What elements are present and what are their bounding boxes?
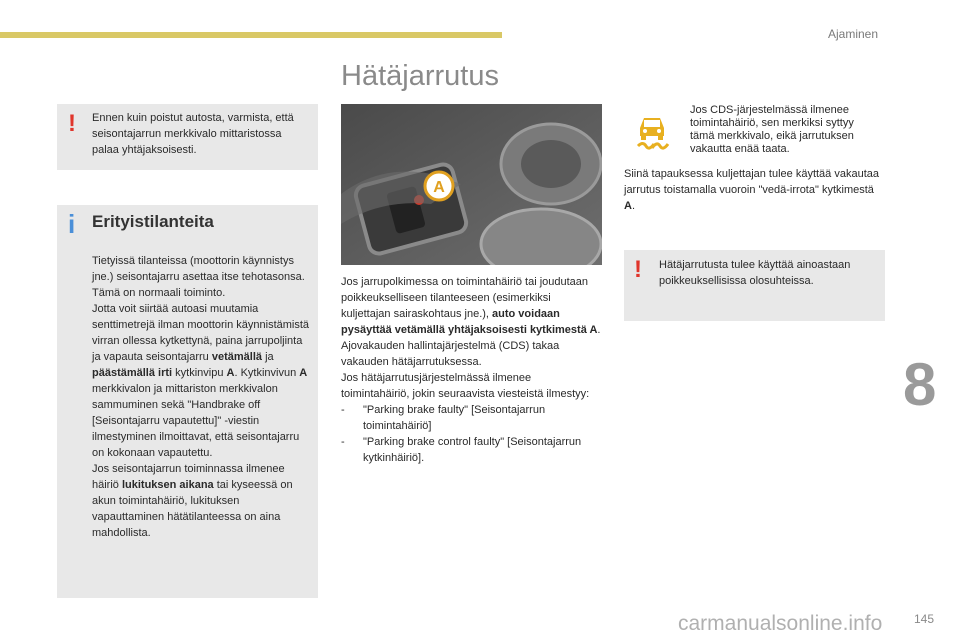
middle-paragraph-2: Ajovakauden hallintajärjestelmä (CDS) takaa vakauden hätäjarrutuksessa. [341, 340, 560, 368]
info-icon: i [68, 209, 76, 239]
info-paragraph-2: Jotta voit siirtää autoasi muutamia senttimetrejä ilman moottorin käynnistämistä virran ollessa kytkettynä, paina jarrupoljinta ja vapauta seisontajarru vetämällä ja päästämällä irti kytkinvipu A. Kytkinvivun A merkkivalon ja mittariston merkkivalon sammuminen sekä "Handbrake off [Seisontajarru vapautettu]" -viestin ilmestyminen ilmoittavat, että seisontajarru on kokonaan vapautettu. [92, 303, 310, 459]
chapter-number: 8 [903, 351, 937, 418]
parking-brake-switch-photo [341, 104, 602, 265]
warning-text-park: Ennen kuin poistut autosta, varmista, että seisontajarrun merkkivalo mittaristossa palaa yhtäjaksoisesti. [92, 112, 294, 156]
watermark: carmanualsonline.info [678, 612, 883, 635]
info-paragraph-3: Jos seisontajarrun toiminnassa ilmenee häiriö lukituksen aikana tai kyseessä on akun toimintahäiriö, lukituksen vapauttaminen hätätilanteessa on aina mahdollista. [92, 463, 293, 539]
middle-paragraph-3: Jos hätäjarrutusjärjestelmässä ilmenee toimintahäiriö, jokin seuraavista viesteistä ilmestyy: [341, 372, 590, 400]
photo-label-a: A [433, 179, 445, 196]
right-paragraph-1: Siinä tapauksessa kuljettajan tulee käyttää vakautaa jarrutus toistamalla vuoroin "vedä-irrota" kytkimestä A. [624, 168, 879, 212]
info-box-body [92, 253, 312, 541]
middle-paragraph-1: Jos jarrupolkimessa on toimintahäiriö tai joudutaan poikkeukselliseen tilanteeseen (esimerkiksi kuljettajan sairaskohtaus jne.), auto voidaan pysäyttää vetämällä yhtäjaksoisesti kytkimestä A. [341, 276, 601, 336]
cds-warning-text: Jos CDS-järjestelmässä ilmenee toimintahäiriö, sen merkiksi syttyy tämä merkkivalo, eikä jarrutuksen vakautta enää taata. [690, 104, 854, 155]
chapter-title: Ajaminen [828, 27, 879, 41]
warning-icon: ! [68, 110, 76, 137]
warning-icon: ! [634, 256, 642, 283]
info-paragraph-1: Tietyissä tilanteissa (moottorin käynnistys jne.) seisontajarru asettaa itse tehotasonsa. Tämä on normaali toiminto. [92, 255, 305, 299]
warning-text-emergency: Hätäjarrutusta tulee käyttää ainoastaan poikkeuksellisissa olosuhteissa. [659, 259, 851, 287]
list-item: - "Parking brake faulty" [Seisontajarrun toimintahäiriö] [341, 404, 546, 432]
photo-illustration [341, 104, 602, 265]
section-heading: Erityistilanteita [92, 212, 214, 231]
page-title: Hätäjarrutus [341, 60, 499, 92]
stability-control-warning-icon [630, 108, 674, 152]
middle-column-text [341, 274, 601, 466]
list-item: - "Parking brake control faulty" [Seisontajarrun kytkinhäiriö]. [341, 436, 582, 464]
page-number: 145 [914, 612, 935, 626]
top-accent-bar [0, 32, 502, 38]
